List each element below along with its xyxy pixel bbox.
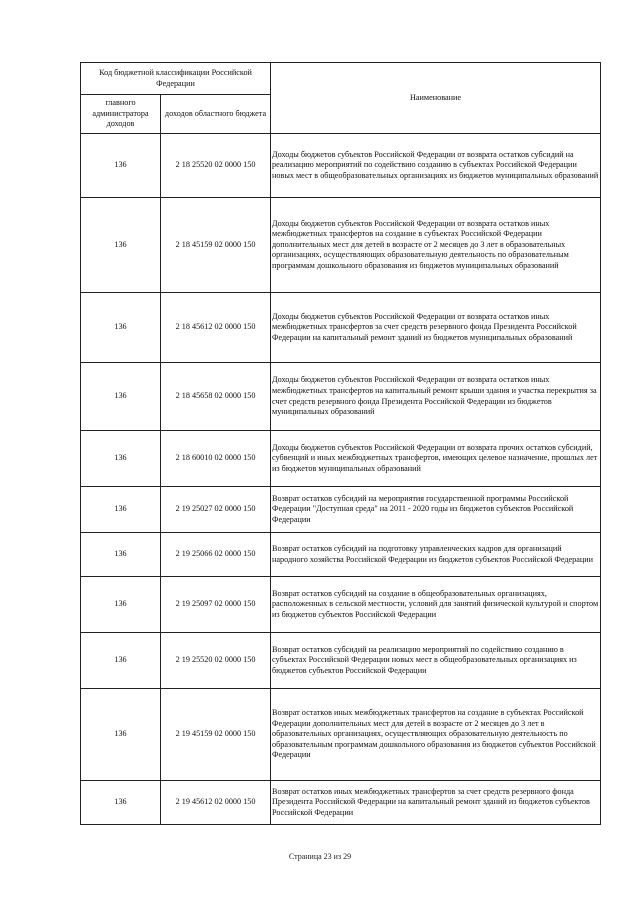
page-number: Страница 23 из 29 [288, 852, 352, 861]
cell-name: Доходы бюджетов субъектов Российской Федерации от возврата остатков иных межбюджетных трансфертов на создание в субъектах Российской Федерации дополнительных мест для детей в возрасте от 2 месяцев до 3 лет в образовательных организациях, осуществляющих образовательную деятельность по образовательным программам дошкольного образования из бюджетов муниципальных образований [271, 198, 601, 293]
cell-name: Доходы бюджетов субъектов Российской Федерации от возврата остатков субсидий на реализацию мероприятий по содействию созданию в субъектах Российской Федерации новых мест в общеобразовательных организациях из бюджетов муниципальных образований [271, 134, 601, 198]
cell-name: Возврат остатков субсидий на подготовку управленческих кадров для организаций народного хозяйства Российской Федерации из бюджетов субъектов Российской Федерации [271, 533, 601, 577]
cell-name: Доходы бюджетов субъектов Российской Федерации от возврата остатков иных межбюджетных трансфертов за счет средств резервного фонда Президента Российской Федерации на капитальный ремонт зданий из бюджетов муниципальных образований [271, 293, 601, 363]
budget-classification-table [80, 62, 601, 825]
cell-income-code: 2 19 25520 02 0000 150 [161, 633, 271, 689]
table-row [81, 134, 601, 198]
table-row [81, 431, 601, 487]
cell-admin-code: 136 [81, 577, 161, 633]
table-row [81, 293, 601, 363]
header-budget-classification-code: Код бюджетной классификации Российской Федерации [81, 63, 271, 95]
cell-admin-code: 136 [81, 198, 161, 293]
cell-income-code: 2 19 25066 02 0000 150 [161, 533, 271, 577]
table-row [81, 363, 601, 431]
cell-name: Возврат остатков иных межбюджетных трансфертов на создание в субъектах Российской Федерации дополнительных мест для детей в возрасте от 2 месяцев до 3 лет в образовательных организациях, осуществляющих образовательную деятельность по образовательным программам дошкольного образования из бюджетов субъектов Российской Федерации [271, 689, 601, 781]
table-row [81, 533, 601, 577]
cell-name: Доходы бюджетов субъектов Российской Федерации от возврата прочих остатков субсидий, субвенций и иных межбюджетных трансфертов, имеющих целевое назначение, прошлых лет из бюджетов муниципальных образований [271, 431, 601, 487]
cell-income-code: 2 19 45159 02 0000 150 [161, 689, 271, 781]
header-regional-budget-income: доходов областного бюджета [161, 95, 271, 134]
cell-admin-code: 136 [81, 363, 161, 431]
table-row [81, 633, 601, 689]
cell-income-code: 2 19 45612 02 0000 150 [161, 781, 271, 825]
cell-name: Возврат остатков субсидий на реализацию мероприятий по содействию созданию в субъектах Российской Федерации новых мест в общеобразовательных организациях из бюджетов субъектов Российской Федерации [271, 633, 601, 689]
table-row [81, 198, 601, 293]
cell-income-code: 2 18 45159 02 0000 150 [161, 198, 271, 293]
cell-income-code: 2 19 25027 02 0000 150 [161, 487, 271, 533]
cell-income-code: 2 19 25097 02 0000 150 [161, 577, 271, 633]
header-chief-administrator: главного администратора доходов [81, 95, 161, 134]
header-name: Наименование [271, 63, 601, 134]
cell-admin-code: 136 [81, 781, 161, 825]
table-row [81, 577, 601, 633]
cell-income-code: 2 18 60010 02 0000 150 [161, 431, 271, 487]
cell-admin-code: 136 [81, 689, 161, 781]
cell-income-code: 2 18 45658 02 0000 150 [161, 363, 271, 431]
table-row [81, 487, 601, 533]
table-header-row [81, 63, 601, 95]
cell-admin-code: 136 [81, 533, 161, 577]
table-row [81, 689, 601, 781]
cell-admin-code: 136 [81, 633, 161, 689]
table-row [81, 781, 601, 825]
cell-name: Возврат остатков субсидий на создание в общеобразовательных организациях, расположенных в сельской местности, условий для занятий физической культурой и спортом из бюджетов субъектов Российской Федерации [271, 577, 601, 633]
cell-admin-code: 136 [81, 431, 161, 487]
cell-income-code: 2 18 45612 02 0000 150 [161, 293, 271, 363]
cell-admin-code: 136 [81, 487, 161, 533]
cell-name: Возврат остатков иных межбюджетных трансфертов за счет средств резервного фонда Президента Российской Федерации на капитальный ремонт зданий из бюджетов субъектов Российской Федерации [271, 781, 601, 825]
cell-admin-code: 136 [81, 293, 161, 363]
cell-name: Возврат остатков субсидий на мероприятия государственной программы Российской Федерации "Доступная среда" на 2011 - 2020 годы из бюджетов субъектов Российской Федерации [271, 487, 601, 533]
cell-name: Доходы бюджетов субъектов Российской Федерации от возврата остатков иных межбюджетных трансфертов на капитальный ремонт крыши здания и участка перекрытия за счет средств резервного фонда Президента Российской Федерации из бюджетов муниципальных образований [271, 363, 601, 431]
cell-admin-code: 136 [81, 134, 161, 198]
cell-income-code: 2 18 25520 02 0000 150 [161, 134, 271, 198]
